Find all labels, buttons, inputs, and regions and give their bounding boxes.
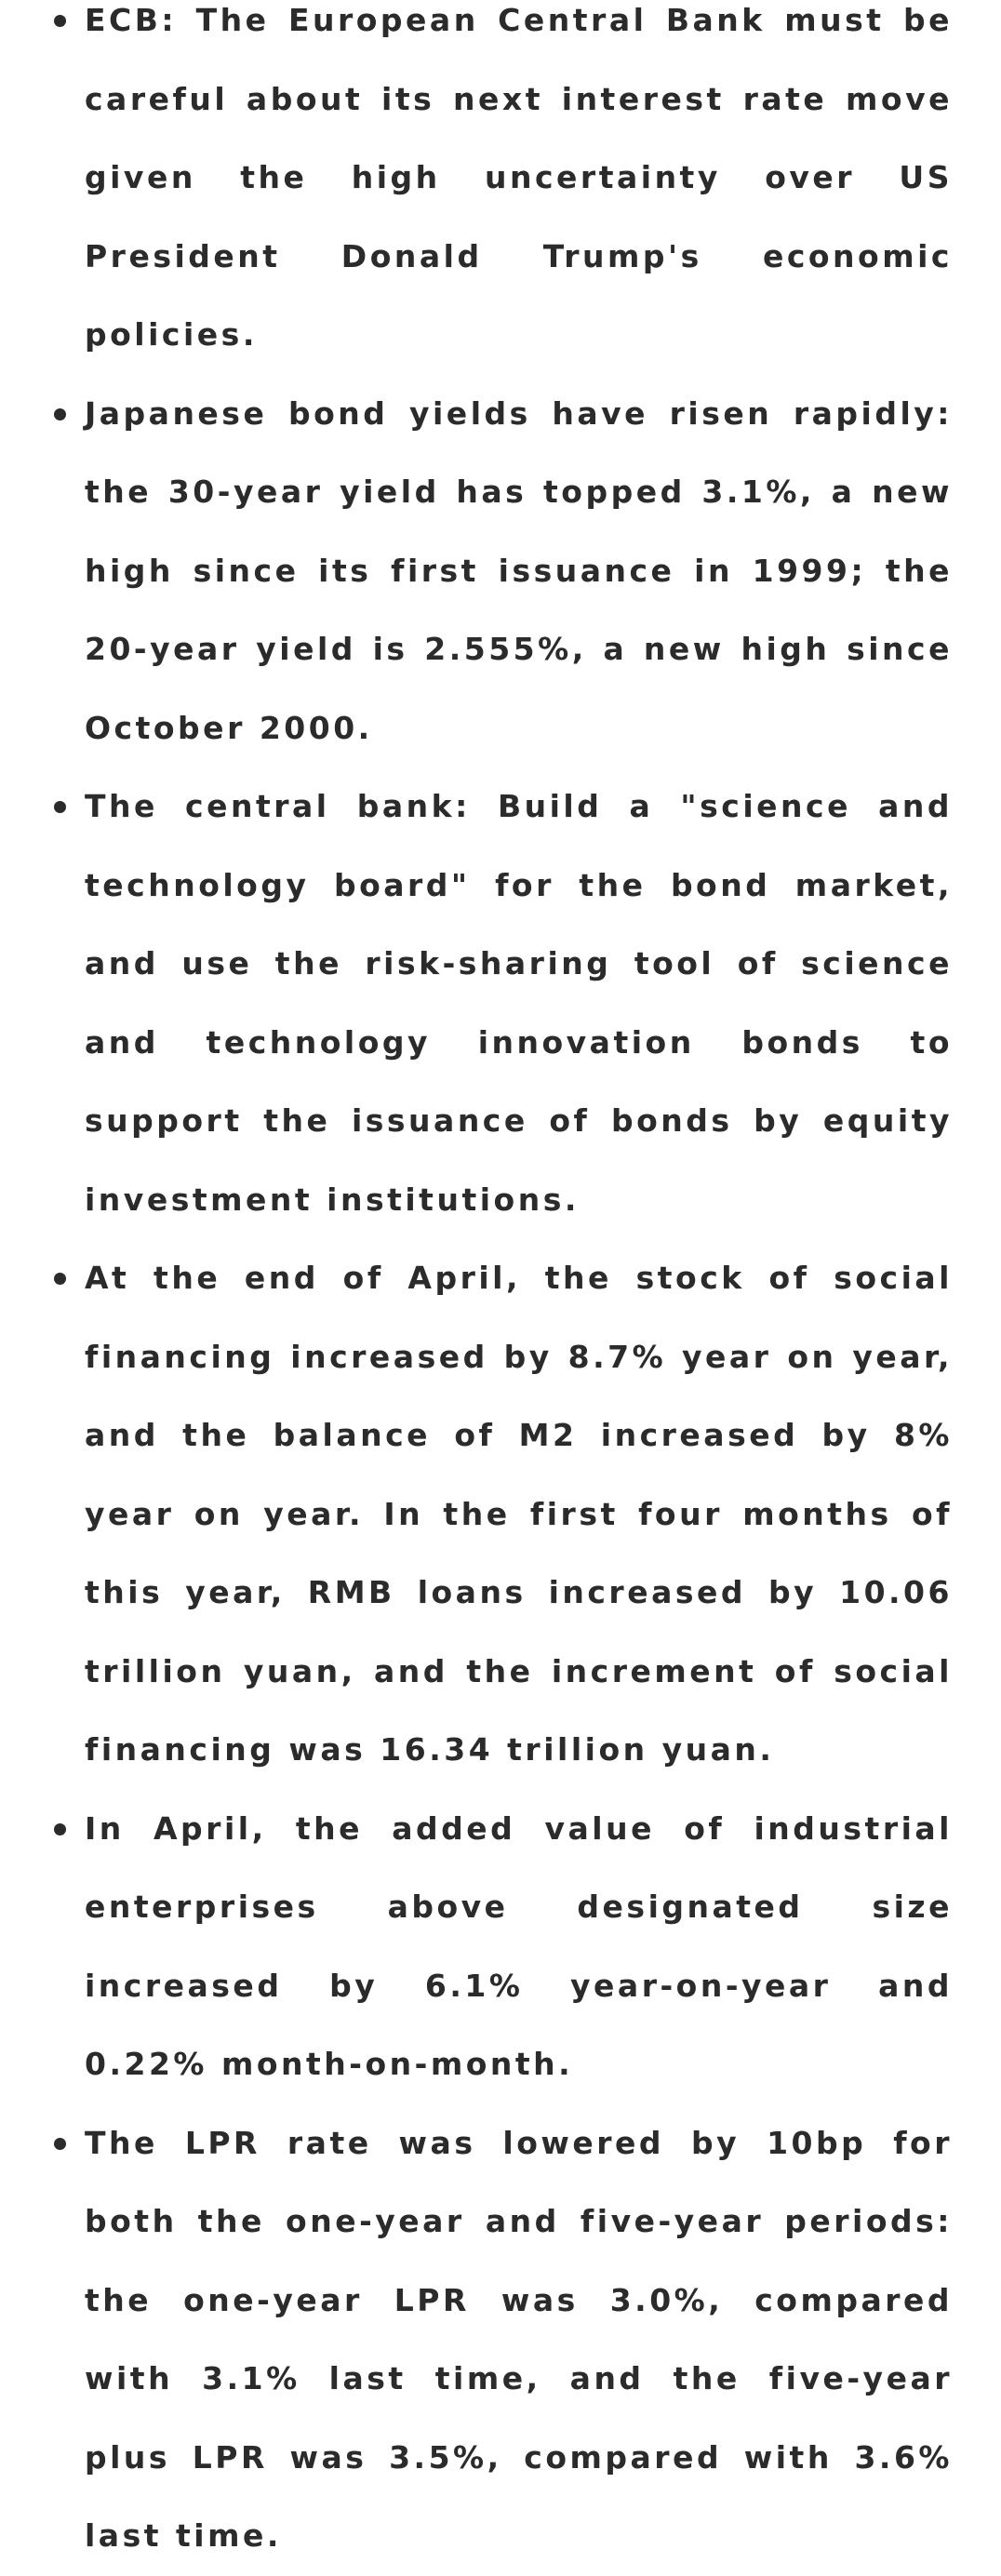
bullet-dot-icon [54,15,66,27]
news-item-text: The central bank: Build a "science and technology board" for the bond market, and use the risk-sharing tool of science and technology innovation bonds to support the issuance of bonds by equity investment institutions. [85,788,953,1218]
bullet-dot-icon [54,1273,66,1285]
news-item-lpr-rate-cut [85,2104,953,2576]
bullet-dot-icon [54,1823,66,1835]
news-item-central-bank-bond-board [85,767,953,1239]
news-item-ecb [85,0,953,375]
news-item-text: At the end of April, the stock of social financing increased by 8.7% year on year, and the balance of M2 increased by 8% year on year. In the first four months of this year, RMB loans increased by 10.06 trillion yuan, and the increment of social financing was 16.34 trillion yuan. [85,1260,953,1768]
news-item-text: The LPR rate was lowered by 10bp for both the one-year and five-year periods: the one-year LPR was 3.0%, compared with 3.1% last time, and the five-year plus LPR was 3.5%, compared with 3.6% last time. [85,2124,953,2554]
bullet-dot-icon [54,408,66,420]
news-item-text: In April, the added value of industrial enterprises above designated size increased by 6.1% year-on-year and 0.22% month-on-month. [85,1809,953,2082]
news-item-social-financing [85,1239,953,1790]
news-item-industrial-value-added [85,1790,953,2104]
bullet-dot-icon [54,2138,66,2150]
news-item-japan-bond-yields [85,375,953,768]
news-item-text: ECB: The European Central Bank must be careful about its next interest rate move given the high uncertainty over US President Donald Trump's economic policies. [85,2,953,353]
bullet-dot-icon [54,801,66,813]
news-item-text: Japanese bond yields have risen rapidly: the 30-year yield has topped 3.1%, a new high since its first issuance in 1999; the 20-year yield is 2.555%, a new high since October 2000. [85,394,953,746]
